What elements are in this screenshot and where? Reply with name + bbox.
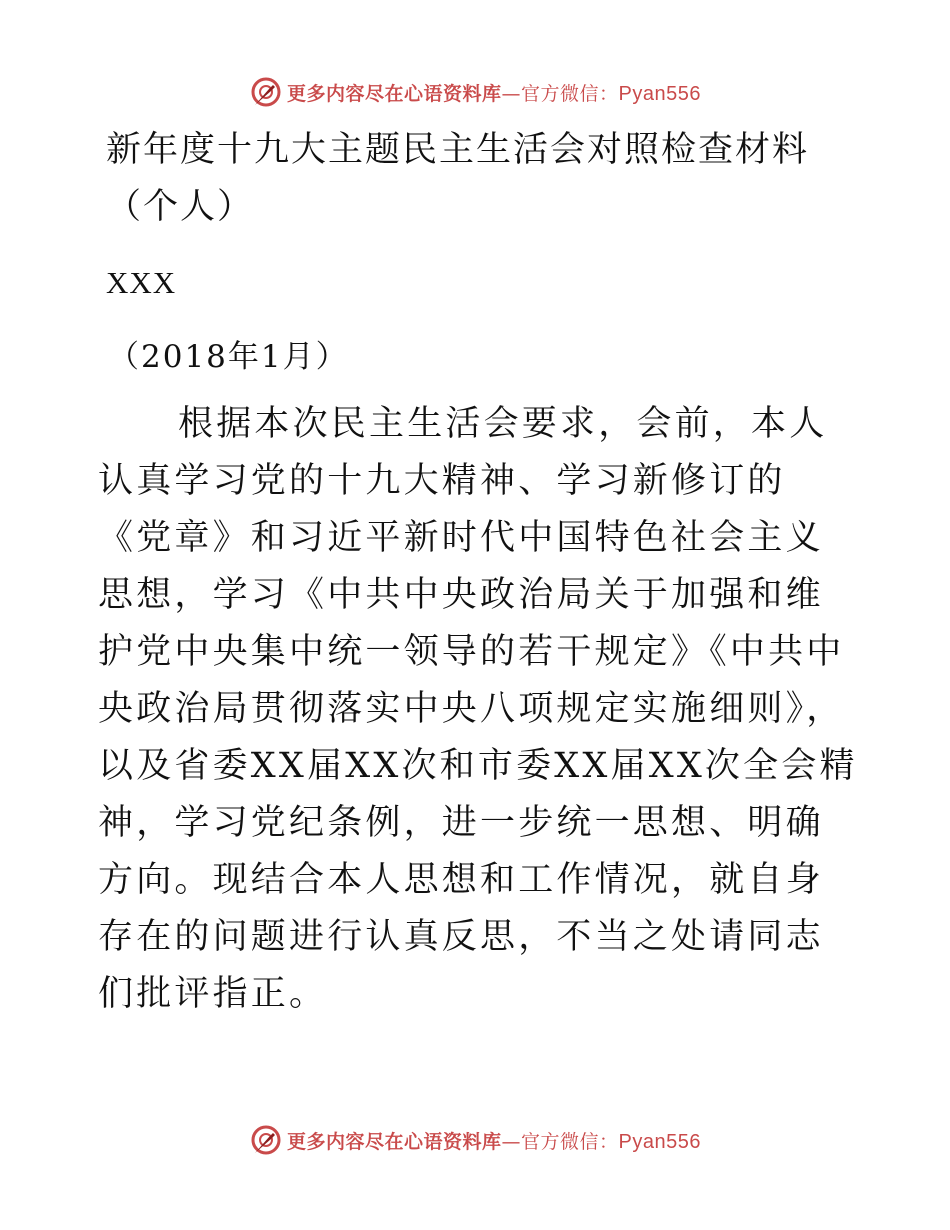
document-paragraph: 根据本次民主生活会要求，会前，本人认真学习党的十九大精神、学习新修订的《党章》和习近平新时代中国特色社会主义思想，学习《中共中央政治局关于加强和维护党中央集中统一领导的若干规定》《中共中央政治局贯彻落实中央八项规定实施细则》，以及省委XX届XX次和市委XX届XX次全会精神，学习党纪条例，进一步统一思想、明确方向。现结合本人思想和工作情况，就自身存在的问题进行认真反思，不当之处请同志们批评指正。 [98, 404, 858, 1014]
quill-circle-logo-icon [249, 1123, 283, 1157]
document-body [98, 122, 858, 1023]
document-author: XXX [106, 265, 177, 300]
watermark-text [287, 79, 701, 106]
document-title: 新年度十九大主题民主生活会对照检查材料（个人） [106, 130, 810, 227]
watermark-channel: 官方微信： [521, 82, 619, 105]
footer-watermark [0, 1120, 950, 1160]
watermark-brand: 更多内容尽在心语资料库 [287, 1130, 502, 1153]
watermark-text [287, 1127, 701, 1154]
header-watermark [0, 72, 950, 112]
watermark-id: Pyan556 [618, 82, 701, 105]
quill-circle-logo-icon [249, 75, 283, 109]
watermark-dash: — [501, 1130, 522, 1153]
watermark-brand: 更多内容尽在心语资料库 [287, 82, 502, 105]
document-date: （2018年1月） [108, 339, 349, 375]
watermark-channel: 官方微信： [521, 1130, 619, 1153]
watermark-id: Pyan556 [618, 1130, 701, 1153]
watermark-dash: — [501, 82, 522, 105]
